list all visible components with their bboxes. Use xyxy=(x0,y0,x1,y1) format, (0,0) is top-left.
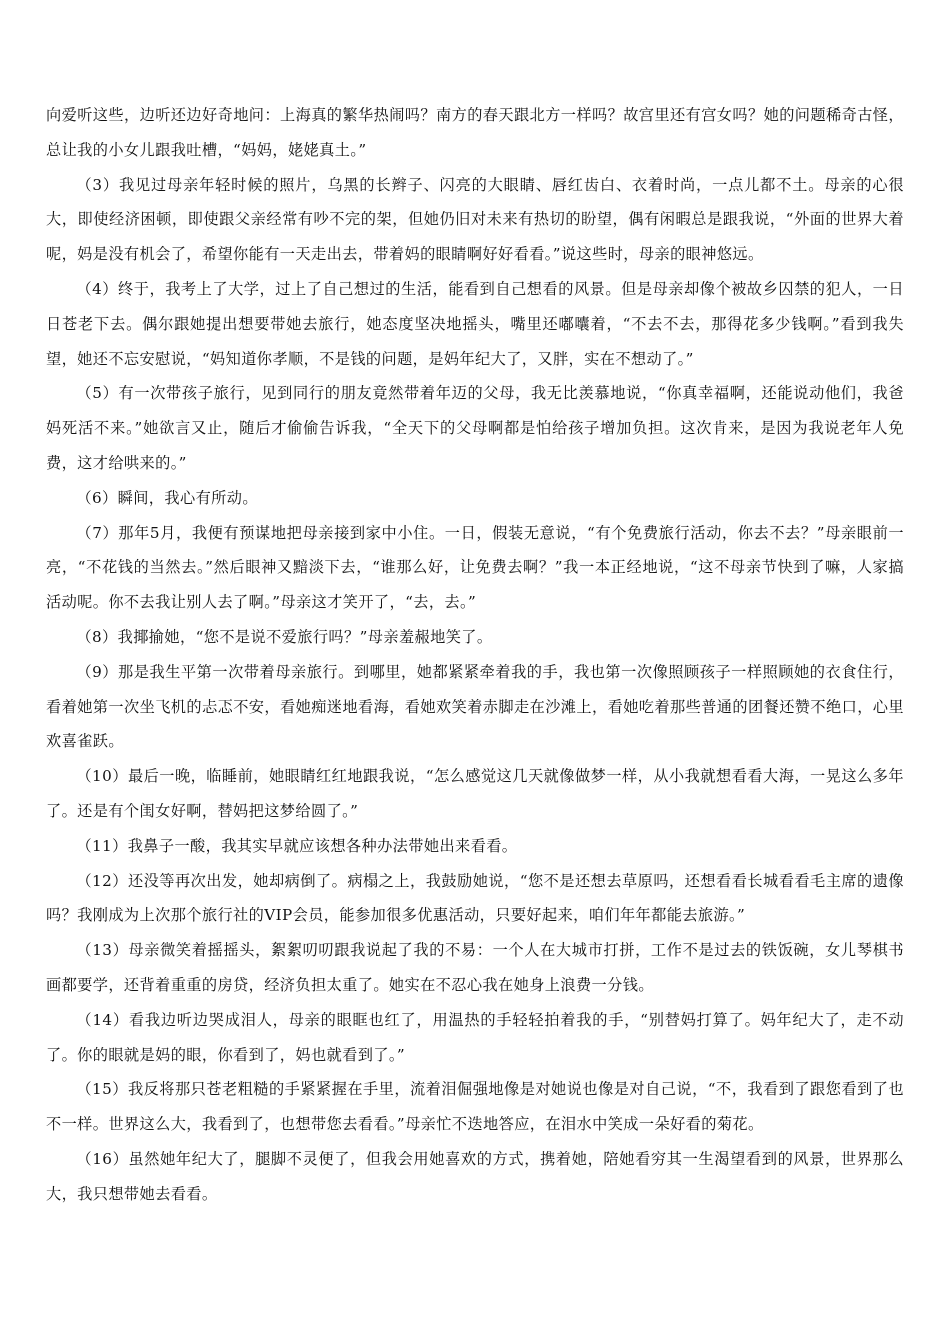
paragraph-3: （3）我见过母亲年轻时候的照片，乌黑的长辫子、闪亮的大眼睛、唇红齿白、衣着时尚，一点儿都不土。母亲的心很大，即使经济困顿，即使跟父亲经常有吵不完的架，但她仍旧对未来有热切的盼望，偶有闲暇总是跟我说，“外面的世界大着呢，妈是没有机会了，希望你能有一天走出去，带着妈的眼睛啊好好看看。”说这些时，母亲的眼神悠远。 xyxy=(46,175,904,264)
paragraph-14: （14）看我边听边哭成泪人，母亲的眼眶也红了，用温热的手轻轻拍着我的手，“别替妈打算了。妈年纪大了，走不动了。你的眼就是妈的眼，你看到了，妈也就看到了。” xyxy=(46,1010,904,1064)
document-body xyxy=(46,98,904,1212)
paragraph-7: （7）那年5月，我便有预谋地把母亲接到家中小住。一日，假装无意说，“有个免费旅行活动，你去不去？”母亲眼前一亮，“不花钱的当然去。”然后眼神又黯淡下去，“谁那么好，让免费去啊？”我一本正经地说，“这不母亲节快到了嘛，人家搞活动呢。你不去我让别人去了啊。”母亲这才笑开了，“去，去。” xyxy=(46,523,904,612)
paragraph-5: （5）有一次带孩子旅行，见到同行的朋友竟然带着年迈的父母，我无比羡慕地说，“你真幸福啊，还能说动他们，我爸妈死活不来。”她欲言又止，随后才偷偷告诉我，“全天下的父母啊都是怕给孩子增加负担。这次肯来，是因为我说老年人免费，这才给哄来的。” xyxy=(46,384,904,472)
paragraph-15: （15）我反将那只苍老粗糙的手紧紧握在手里，流着泪倔强地像是对她说也像是对自己说，“不，我看到了跟您看到了也不一样。世界这么大，我看到了，也想带您去看看。”母亲忙不迭地答应，在泪水中笑成一朵好看的菊花。 xyxy=(46,1080,904,1134)
paragraph-12: （12）还没等再次出发，她却病倒了。病榻之上，我鼓励她说，“您不是还想去草原吗，还想看看长城看看毛主席的遗像吗？我刚成为上次那个旅行社的VIP会员，能参加很多优惠活动，只要好起来，咱们年年都能去旅游。” xyxy=(46,871,904,925)
paragraph-10: （10）最后一晚，临睡前，她眼睛红红地跟我说，“怎么感觉这几天就像做梦一样，从小我就想看看大海，一晃这么多年了。还是有个闺女好啊，替妈把这梦给圆了。” xyxy=(46,767,904,820)
paragraph-13: （13）母亲微笑着摇摇头，絮絮叨叨跟我说起了我的不易：一个人在大城市打拼，工作不是过去的铁饭碗，女儿琴棋书画都要学，还背着重重的房贷，经济负担太重了。她实在不忍心我在她身上浪费一分钱。 xyxy=(46,941,904,994)
paragraph-8: （8）我揶揄她，“您不是说不爱旅行吗？”母亲羞赧地笑了。 xyxy=(76,627,493,646)
paragraph-9: （9）那是我生平第一次带着母亲旅行。到哪里，她都紧紧牵着我的手，我也第一次像照顾孩子一样照顾她的衣食住行，看着她第一次坐飞机的忐忑不安，看她痴迷地看海，看她欢笑着赤脚走在沙滩上，看她吃着那些普通的团餐还赞不绝口，心里欢喜雀跃。 xyxy=(46,662,904,751)
paragraph-6: （6）瞬间，我心有所动。 xyxy=(76,488,258,507)
paragraph-continuation: 向爱听这些，边听还边好奇地问：上海真的繁华热闹吗？南方的春天跟北方一样吗？故宫里还有宫女吗？她的问题稀奇古怪，总让我的小女儿跟我吐槽，“妈妈，姥姥真土。” xyxy=(46,106,904,159)
paragraph-16: （16）虽然她年纪大了，腿脚不灵便了，但我会用她喜欢的方式，携着她，陪她看穷其一生渴望看到的风景，世界那么大，我只想带她去看看。 xyxy=(46,1149,904,1203)
paragraph-4: （4）终于，我考上了大学，过上了自己想过的生活，能看到自己想看的风景。但是母亲却像个被故乡囚禁的犯人，一日日苍老下去。偶尔跟她提出想要带她去旅行，她态度坚决地摇头，嘴里还嘟囔着，“不去不去，那得花多少钱啊。”看到我失望，她还不忘安慰说，“妈知道你孝顺，不是钱的问题，是妈年纪大了，又胖，实在不想动了。” xyxy=(46,279,904,368)
paragraph-11: （11）我鼻子一酸，我其实早就应该想各种办法带她出来看看。 xyxy=(76,836,518,855)
